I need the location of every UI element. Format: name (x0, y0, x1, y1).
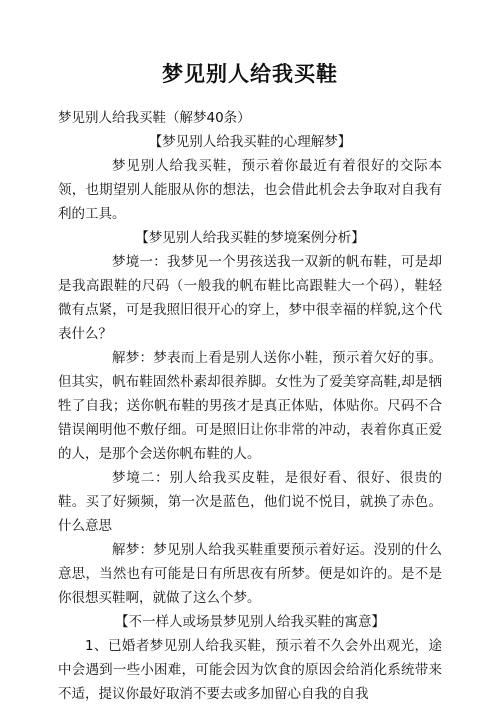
paragraph-scene1: 1、已婚者梦见别人给我买鞋，预示着不久会外出观光，途中会遇到一些小困难，可能会因为饮食的原因会给消化系统带来不适，提议你最好取消不要去或多加留心自我的自我 (58, 638, 442, 702)
document-subtitle: 梦见别人给我买鞋（解梦40条） (58, 110, 251, 126)
paragraph-case1-explain: 解梦：梦表而上看是别人送你小鞋，预示着欠好的事。但其实，帆布鞋固然朴素却很养脚。女性为了爱美穿高鞋,却是牺牲了自我；送你帆布鞋的男孩才是真正体贴，体贴你。尺码不合错误阐明他不敷仔细。可是照旧让你非常的冲动，表着你真正爱的人，是那个会送你帆布鞋的人。 (58, 350, 442, 462)
section-heading-scenes: 【不一样人或场景梦见别人给我买鞋的寓意】 (115, 614, 385, 630)
paragraph-case2-explain: 解梦：梦见别人给我买鞋重要预示着好运。没别的什么意思，当然也有可能是日有所思夜有所梦。便是如许的。是不是你很想买鞋啊，就做了这么个梦。 (58, 542, 442, 606)
paragraph-case1-dream: 梦境一：我梦见一个男孩送我一双新的帆布鞋，可是却是我高跟鞋的尺码（一般我的帆布鞋比高跟鞋大一个码），鞋轻微有点紧，可是我照旧很开心的穿上，梦中很幸福的样貌,这个代表什么？ (58, 254, 442, 342)
paragraph-case2-dream: 梦境二：别人给我买皮鞋，是很好看、很好、很贵的鞋。买了好频频，第一次是蓝色，他们说不悦目，就换了赤色。什么意思 (58, 470, 442, 534)
section-heading-psych: 【梦见别人给我买鞋的心理解梦】 (148, 134, 352, 150)
page-title: 梦见别人给我买鞋 (162, 62, 338, 86)
section-heading-cases: 【梦见别人给我买鞋的梦境案例分析】 (135, 230, 365, 246)
paragraph-psych: 梦见别人给我买鞋，预示着你最近有着很好的交际本领，也期望别人能服从你的想法，也会借此机会去争取对自我有利的工具。 (58, 158, 442, 222)
